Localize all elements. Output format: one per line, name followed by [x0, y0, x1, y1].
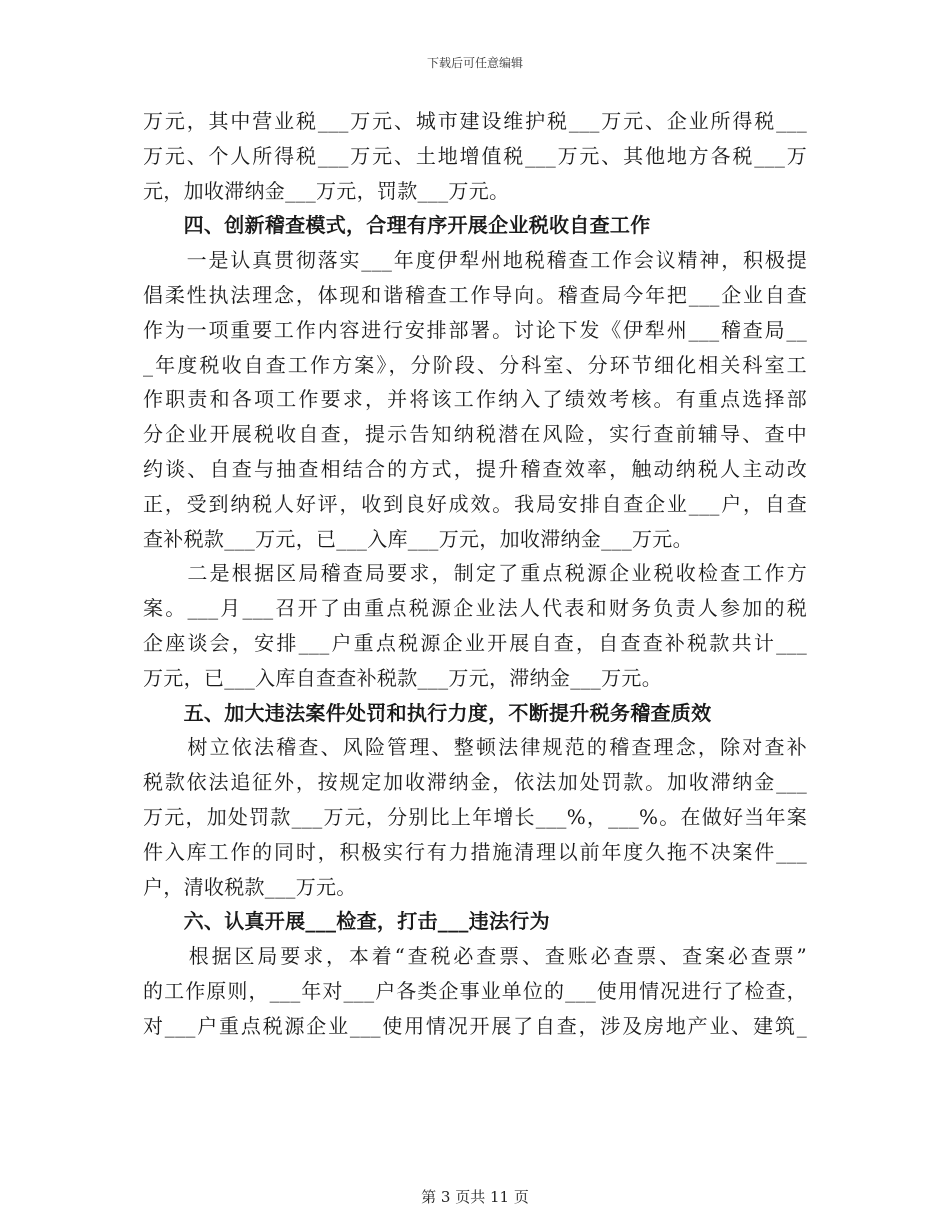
page-footer: 第 3 页共 11 页 — [421, 1188, 529, 1206]
text-line: 查补税款___万元，已___入库___万元，加收滞纳金___万元。 — [143, 526, 693, 551]
section-heading: 四、创新稽查模式，合理有序开展企业税收自查工作 — [143, 213, 651, 238]
text-line: 分企业开展税收自查，提示告知纳税潜在风险，实行查前辅导、查中 — [143, 422, 807, 447]
document-body — [143, 104, 807, 1044]
section-heading: 六、认真开展___检查，打击___违法行为 — [143, 909, 550, 934]
text-line: 万元，已___入库自查查补税款___万元，滞纳金___万元。 — [143, 665, 662, 690]
text-line: 倡柔性执法理念，体现和谐稽查工作导向。稽查局今年把___企业自查 — [143, 282, 807, 307]
text-line: 二是根据区局稽查局要求，制定了重点税源企业税收检查工作方 — [143, 561, 807, 586]
text-line: 万元、个人所得税___万元、土地增值税___万元、其他地方各税___万 — [143, 143, 807, 168]
text-line: 税款依法追征外，按规定加收滞纳金，依法加处罚款。加收滞纳金___ — [143, 770, 807, 795]
text-line: 的工作原则，___年对___户各类企事业单位的___使用情况进行了检查， — [143, 978, 807, 1003]
text-line: 树立依法稽查、风险管理、整顿法律规范的稽查理念，除对查补 — [143, 735, 807, 760]
text-line: 约谈、自查与抽查相结合的方式，提升稽查效率，触动纳税人主动改 — [143, 456, 807, 481]
section-heading: 五、加大违法案件处罚和执行力度，不断提升税务稽查质效 — [143, 700, 712, 725]
text-line: 元，加收滞纳金___万元，罚款___万元。 — [143, 178, 510, 203]
text-line: 作为一项重要工作内容进行安排部署。讨论下发《伊犁州___稽查局__ — [143, 317, 807, 342]
text-line: 根据区局要求，本着“查税必查票、查账必查票、查案必查票” — [143, 944, 807, 969]
text-line: 一是认真贯彻落实___年度伊犁州地税稽查工作会议精神，积极提 — [143, 248, 807, 273]
text-line: 万元，其中营业税___万元、城市建设维护税___万元、企业所得税___ — [143, 109, 807, 133]
text-line: 万元，加处罚款___万元，分别比上年增长___%，___%。在做好当年案 — [143, 804, 807, 829]
text-line: 对___户重点税源企业___使用情况开展了自查，涉及房地产业、建筑_ — [143, 1013, 807, 1038]
text-line: 案。___月___召开了由重点税源企业法人代表和财务负责人参加的税 — [143, 596, 807, 621]
text-line: 户，清收税款___万元。 — [143, 874, 357, 899]
page-header: 下载后可任意编辑 — [426, 56, 523, 70]
text-line: 正，受到纳税人好评，收到良好成效。我局安排自查企业___户，自查 — [143, 491, 807, 516]
text-line: 作职责和各项工作要求，并将该工作纳入了绩效考核。有重点选择部 — [143, 387, 807, 412]
text-line: 企座谈会，安排___户重点税源企业开展自查，自查查补税款共计___ — [143, 630, 807, 655]
text-line: 件入库工作的同时，积极实行有力措施清理以前年度久拖不决案件___ — [143, 839, 807, 864]
text-line: _年度税收自查工作方案》，分阶段、分科室、分环节细化相关科室工 — [143, 352, 807, 377]
